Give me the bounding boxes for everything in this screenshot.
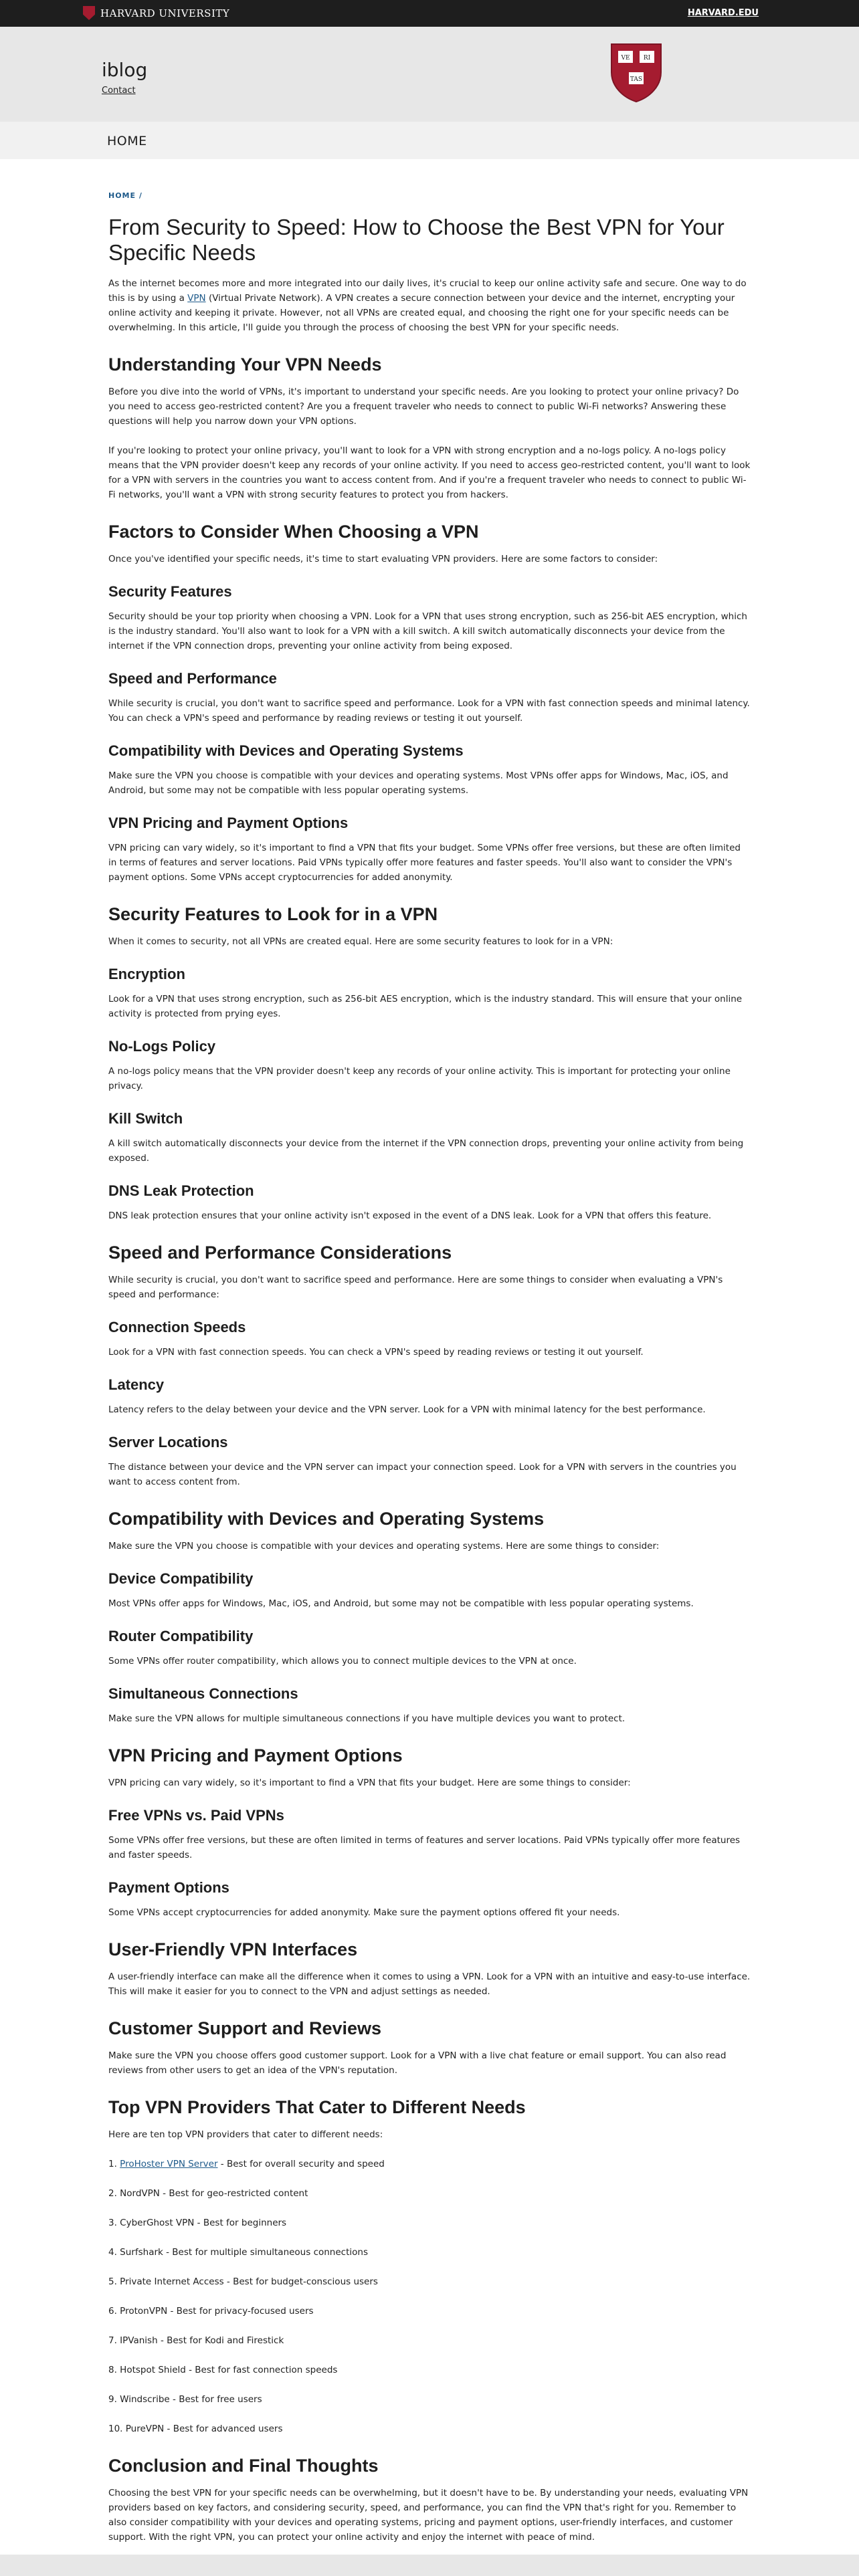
provider-list — [108, 2157, 751, 2436]
list-item-name: IPVanish — [120, 2335, 158, 2346]
heading-compatibility-2: Compatibility with Devices and Operating Systems — [108, 1509, 545, 1529]
paragraph-connection-speeds: Look for a VPN with fast connection speeds. You can check a VPN's speed by reading reviews or testing it out yourself. — [108, 1347, 644, 1358]
list-item-name: PureVPN — [125, 2424, 165, 2434]
intro-text-b: (Virtual Private Network). A VPN creates a secure connection between your device and the internet, encrypting your online activity and keeping it private. However, not all VPNs are created equal, and choosing the right one for your specific needs can be overwhelming. In this article, I'll guide you through the process of choosing the best VPN for your specific needs. — [108, 293, 735, 333]
list-item-desc: - Best for geo-restricted content — [159, 2188, 308, 2199]
list-item-number: 4. — [108, 2247, 120, 2258]
paragraph-compatibility-2: Make sure the VPN you choose is compatible with your devices and operating systems. Here are some things to consider: — [108, 1541, 660, 1551]
list-item — [108, 2363, 751, 2377]
list-item-number: 2. — [108, 2188, 120, 2199]
paragraph-speed-performance: While security is crucial, you don't want to sacrifice speed and performance. Look for a VPN with fast connection speeds and minimal latency. You can check a VPN's speed and performance by reading reviews or testing it out yourself. — [108, 698, 750, 724]
heading-dns-leak: DNS Leak Protection — [108, 1182, 254, 1199]
list-item-desc: - Best for free users — [169, 2394, 262, 2405]
footer-strip — [0, 2555, 859, 2576]
harvard-edu-link[interactable]: HARVARD.EDU — [687, 8, 759, 18]
breadcrumb-separator: / — [136, 191, 142, 200]
nav-item-home[interactable]: HOME — [107, 134, 147, 148]
contact-link[interactable]: Contact — [102, 86, 136, 96]
list-item — [108, 2274, 751, 2289]
heading-understanding: Understanding Your VPN Needs — [108, 354, 382, 374]
list-item-number: 1. — [108, 2159, 120, 2169]
shield-letters-1: VE — [621, 55, 630, 62]
harvard-brand-label: HARVARD UNIVERSITY — [100, 7, 230, 19]
list-item-number: 6. — [108, 2306, 120, 2317]
heading-pricing: VPN Pricing and Payment Options — [108, 815, 349, 831]
prohoster-link[interactable]: ProHoster VPN Server — [120, 2159, 218, 2169]
paragraph-latency: Latency refers to the delay between your device and the VPN server. Look for a VPN with minimal latency for the best performance. — [108, 1404, 706, 1415]
vpn-link[interactable]: VPN — [187, 293, 206, 304]
list-item-number: 5. — [108, 2276, 120, 2287]
heading-security-look: Security Features to Look for in a VPN — [108, 904, 438, 924]
list-item-desc: - Best for advanced users — [164, 2424, 283, 2434]
heading-router-compatibility: Router Compatibility — [108, 1628, 254, 1644]
list-item-number: 3. — [108, 2218, 120, 2228]
paragraph-no-logs: A no-logs policy means that the VPN provider doesn't keep any records of your online activity. This is important for protecting your online privacy. — [108, 1066, 731, 1091]
list-item-name: ProtonVPN — [120, 2306, 168, 2317]
list-item — [108, 2216, 751, 2230]
list-item — [108, 2186, 751, 2201]
main-nav — [0, 122, 859, 159]
paragraph-kill-switch: A kill switch automatically disconnects your device from the internet if the VPN connection drops, preventing your online activity from being exposed. — [108, 1138, 744, 1164]
paragraph-simultaneous-connections: Make sure the VPN allows for multiple simultaneous connections if you have multiple devices you want to protect. — [108, 1713, 626, 1724]
intro-text-a: As the internet becomes more and more integrated into our daily lives, it's crucial to keep our online activity safe and secure. One way to do this is by using a — [108, 278, 747, 304]
harvard-shield-icon — [83, 6, 95, 20]
breadcrumb — [108, 191, 751, 200]
list-item-desc: - Best for overall security and speed — [217, 2159, 385, 2169]
page-title: From Security to Speed: How to Choose the Best VPN for Your Specific Needs — [108, 215, 725, 265]
list-item-desc: - Best for Kodi and Firestick — [157, 2335, 284, 2346]
list-item — [108, 2422, 751, 2436]
list-item-name: CyberGhost VPN — [120, 2218, 195, 2228]
heading-simultaneous-connections: Simultaneous Connections — [108, 1685, 298, 1702]
heading-connection-speeds: Connection Speeds — [108, 1319, 246, 1335]
heading-speed-performance: Speed and Performance — [108, 670, 277, 687]
paragraph-pricing: VPN pricing can vary widely, so it's important to find a VPN that fits your budget. Some VPNs offer free versions, but these are often limited in terms of features and server locations. Paid VPNs typically offer more features and faster speeds. You'll also want to consider the VPN's payment options. Some VPNs accept cryptocurrencies for added anonymity. — [108, 843, 741, 883]
heading-customer-support: Customer Support and Reviews — [108, 2018, 382, 2038]
list-item-name: Private Internet Access — [120, 2276, 224, 2287]
heading-compatibility: Compatibility with Devices and Operating Systems — [108, 742, 464, 759]
heading-free-vs-paid: Free VPNs vs. Paid VPNs — [108, 1807, 284, 1824]
list-item — [108, 2304, 751, 2319]
heading-user-friendly: User-Friendly VPN Interfaces — [108, 1939, 358, 1959]
list-item-number: 7. — [108, 2335, 120, 2346]
list-item-number: 9. — [108, 2394, 120, 2405]
paragraph-payment-options: Some VPNs accept cryptocurrencies for added anonymity. Make sure the payment options offered fit your needs. — [108, 1907, 620, 1918]
heading-latency: Latency — [108, 1376, 165, 1393]
paragraph-free-vs-paid: Some VPNs offer free versions, but these are often limited in terms of features and server locations. Paid VPNs typically offer more features and faster speeds. — [108, 1835, 741, 1860]
university-topbar — [0, 0, 859, 27]
paragraph-dns-leak: DNS leak protection ensures that your online activity isn't exposed in the event of a DNS leak. Look for a VPN that offers this feature. — [108, 1210, 712, 1221]
heading-factors: Factors to Consider When Choosing a VPN — [108, 522, 479, 542]
harvard-brand[interactable] — [83, 6, 229, 20]
paragraph-encryption: Look for a VPN that uses strong encryption, such as 256-bit AES encryption, which is the industry standard. This will ensure that your online activity is protected from prying eyes. — [108, 994, 743, 1019]
site-title[interactable]: iblog — [102, 59, 148, 81]
paragraph-understanding-1: Before you dive into the world of VPNs, it's important to understand your specific needs. Are you looking to protect your online privacy? Do you need to access geo-restricted content? Are you a frequent traveler who needs to connect to public Wi-Fi networks? Answering these questions will help you narrow down your VPN options. — [108, 387, 739, 427]
list-item-number: 8. — [108, 2365, 120, 2375]
shield-letters-2: RI — [643, 55, 651, 62]
heading-payment-options: Payment Options — [108, 1879, 229, 1896]
list-item-name: Windscribe — [120, 2394, 170, 2405]
paragraph-conclusion: Choosing the best VPN for your specific needs can be overwhelming, but it doesn't have to be. By understanding your needs, evaluating VPN providers based on key factors, and considering security, speed, and performance, you can find the VPN that's right for you. Remember to also consider compatibility with your devices and operating systems, pricing and payment options, user-friendly interfaces, and customer support. With the right VPN, you can protect your online activity and enjoy the internet with peace of mind. — [108, 2488, 749, 2543]
list-item-name: Hotspot Shield — [120, 2365, 186, 2375]
heading-pricing-2: VPN Pricing and Payment Options — [108, 1745, 403, 1765]
list-item — [108, 2245, 751, 2260]
veritas-shield-icon — [610, 43, 662, 103]
paragraph-speed-considerations: While security is crucial, you don't want to sacrifice speed and performance. Here are some things to consider when evaluating a VPN's speed and performance: — [108, 1275, 723, 1300]
heading-top-providers: Top VPN Providers That Cater to Different Needs — [108, 2097, 526, 2117]
paragraph-pricing-2: VPN pricing can vary widely, so it's important to find a VPN that fits your budget. Here are some things to consider: — [108, 1778, 631, 1788]
heading-encryption: Encryption — [108, 966, 185, 982]
paragraph-factors: Once you've identified your specific needs, it's time to start evaluating VPN providers. Here are some factors to consider: — [108, 554, 658, 564]
shield-letters-3: TAS — [630, 76, 643, 83]
breadcrumb-home-link[interactable]: HOME — [108, 191, 136, 200]
list-item — [108, 2157, 751, 2171]
list-item-desc: - Best for fast connection speeds — [185, 2365, 338, 2375]
heading-speed-considerations: Speed and Performance Considerations — [108, 1243, 452, 1263]
paragraph-understanding-2: If you're looking to protect your online privacy, you'll want to look for a VPN with strong encryption and a no-logs policy. A no-logs policy means that the VPN provider doesn't keep any records of your online activity. If you need to access geo-restricted content, you'll want to look for a VPN with servers in the countries you want to access content from. And if you're a frequent traveler who needs to connect to public Wi-Fi networks, you'll want a VPN with strong security features to protect you from hackers. — [108, 445, 751, 500]
heading-kill-switch: Kill Switch — [108, 1110, 183, 1127]
heading-no-logs: No-Logs Policy — [108, 1038, 216, 1055]
paragraph-customer-support: Make sure the VPN you choose offers good customer support. Look for a VPN with a live chat feature or email support. You can also read reviews from other users to get an idea of the VPN's reputation. — [108, 2050, 727, 2076]
list-item-name: Surfshark — [120, 2247, 163, 2258]
paragraph-router-compatibility: Some VPNs offer router compatibility, which allows you to connect multiple devices to the VPN at once. — [108, 1656, 577, 1667]
paragraph-user-friendly: A user-friendly interface can make all the difference when it comes to using a VPN. Look for a VPN with an intuitive and easy-to-use interface. This will make it easier for you to connect to the VPN and adjust settings as needed. — [108, 1971, 751, 1997]
heading-server-locations: Server Locations — [108, 1434, 228, 1451]
paragraph-compatibility: Make sure the VPN you choose is compatible with your devices and operating systems. Most VPNs offer apps for Windows, Mac, iOS, and Android, but some may not be compatible with less popular operating systems. — [108, 770, 729, 796]
heading-device-compatibility: Device Compatibility — [108, 1570, 254, 1587]
paragraph-security-look: When it comes to security, not all VPNs are created equal. Here are some security features to look for in a VPN: — [108, 936, 613, 947]
list-item-desc: - Best for beginners — [194, 2218, 287, 2228]
paragraph-security-features: Security should be your top priority when choosing a VPN. Look for a VPN that uses strong encryption, such as 256-bit AES encryption, which is the industry standard. You'll also want to look for a VPN with a kill switch. A kill switch automatically disconnects your device from the internet if the VPN connection drops, preventing your online activity from being exposed. — [108, 611, 747, 651]
paragraph-top-providers: Here are ten top VPN providers that cater to different needs: — [108, 2129, 383, 2140]
paragraph-server-locations: The distance between your device and the VPN server can impact your connection speed. Look for a VPN with servers in the countries you want to access content from. — [108, 1462, 737, 1487]
paragraph-device-compatibility: Most VPNs offer apps for Windows, Mac, iOS, and Android, but some may not be compatible with less popular operating systems. — [108, 1598, 694, 1609]
heading-security-features: Security Features — [108, 583, 232, 600]
list-item — [108, 2333, 751, 2348]
site-masthead — [0, 27, 859, 122]
list-item-desc: - Best for multiple simultaneous connections — [163, 2247, 368, 2258]
list-item-number: 10. — [108, 2424, 126, 2434]
intro-paragraph — [108, 276, 751, 335]
list-item-desc: - Best for budget-conscious users — [223, 2276, 378, 2287]
list-item-name: NordVPN — [120, 2188, 160, 2199]
list-item-desc: - Best for privacy-focused users — [167, 2306, 314, 2317]
heading-conclusion: Conclusion and Final Thoughts — [108, 2456, 379, 2476]
article-content — [108, 191, 751, 2559]
list-item — [108, 2392, 751, 2407]
